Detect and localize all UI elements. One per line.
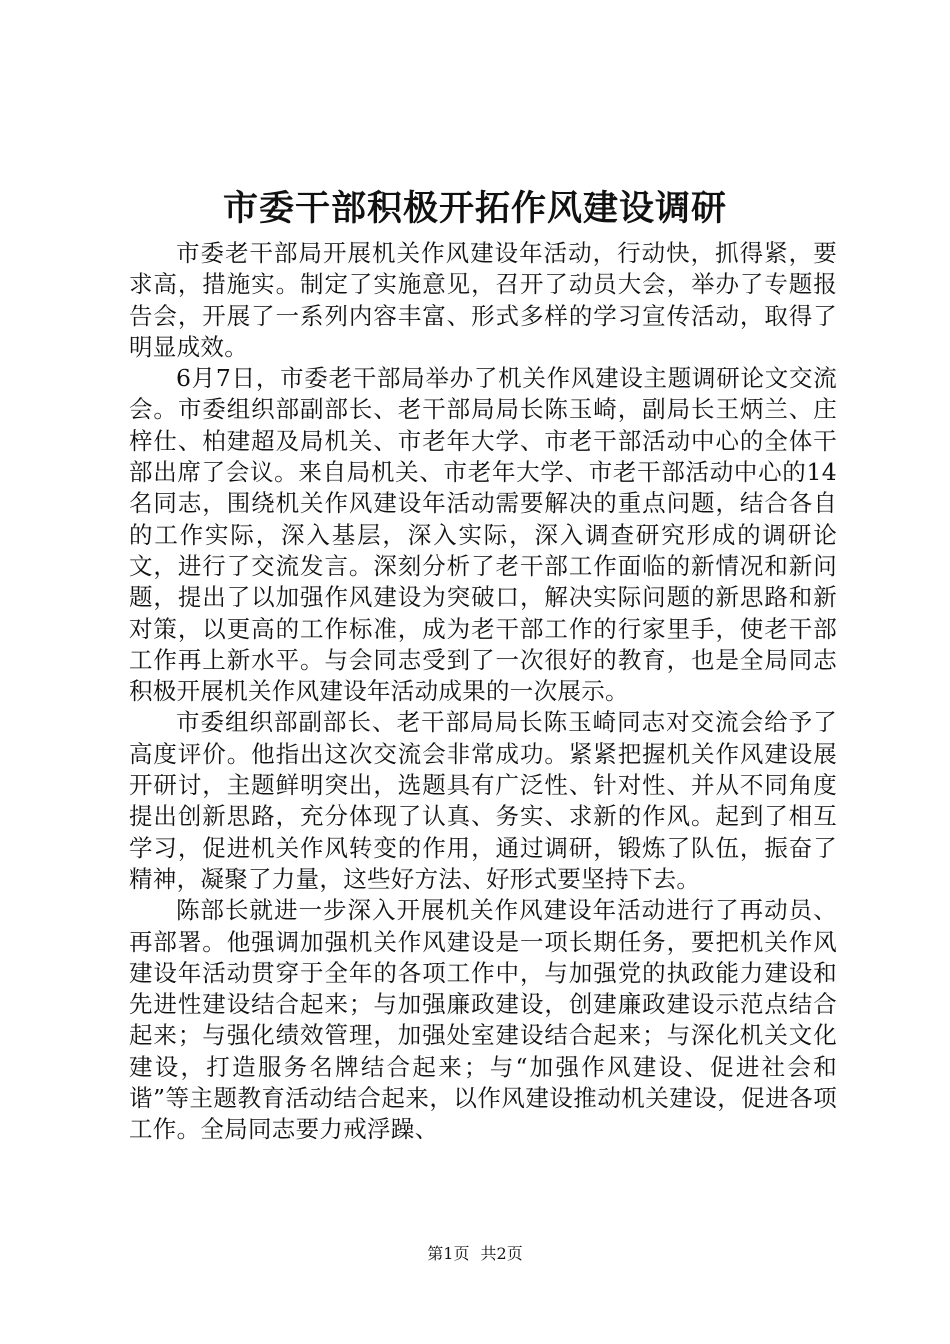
page-footer	[0, 1243, 950, 1265]
paragraph-3: 市委组织部副部长、老干部局局长陈玉崎同志对交流会给予了高度评价。他指出这次交流会非常成功。紧紧把握机关作风建设展开研讨，主题鲜明突出，选题具有广泛性、针对性、并从不同角度提出创新思路，充分体现了认真、务实、求新的作风。起到了相互学习，促进机关作风转变的作用，通过调研，锻炼了队伍，振奋了精神，凝聚了力量，这些好方法、好形式要坚持下去。	[129, 708, 837, 893]
paragraph-4: 陈部长就进一步深入开展机关作风建设年活动进行了再动员、再部署。他强调加强机关作风建设是一项长期任务，要把机关作风建设年活动贯穿于全年的各项工作中，与加强党的执政能力建设和先进性建设结合起来；与加强廉政建设，创建廉政建设示范点结合起来；与强化绩效管理，加强处室建设结合起来；与深化机关文化建设，打造服务名牌结合起来；与“加强作风建设、促进社会和谐”等主题教育活动结合起来，以作风建设推动机关建设，促进各项工作。全局同志要力戒浮躁、	[129, 896, 837, 1144]
document-body	[129, 238, 837, 1146]
paragraph-1: 市委老干部局开展机关作风建设年活动，行动快，抓得紧，要求高，措施实。制定了实施意见，召开了动员大会，举办了专题报告会，开展了一系列内容丰富、形式多样的学习宣传活动，取得了明显成效。	[129, 239, 837, 361]
document-title: 市委干部积极开拓作风建设调研	[222, 188, 727, 229]
paragraph-2: 6月7日，市委老干部局举办了机关作风建设主题调研论文交流会。市委组织部副部长、老干部局局长陈玉崎，副局长王炳兰、庄梓仕、柏建超及局机关、市老年大学、市老干部活动中心的全体干部出席了会议。来自局机关、市老年大学、市老干部活动中心的14名同志，围绕机关作风建设年活动需要解决的重点问题，结合各自的工作实际，深入基层，深入实际，深入调查研究形成的调研论文，进行了交流发言。深刻分析了老干部工作面临的新情况和新问题，提出了以加强作风建设为突破口，解决实际问题的新思路和新对策，以更高的工作标准，成为老干部工作的行家里手，使老干部工作再上新水平。与会同志受到了一次很好的教育，也是全局同志积极开展机关作风建设年活动成果的一次展示。	[129, 364, 837, 706]
page-total: 共2页	[480, 1244, 523, 1263]
page-number: 第1页	[427, 1244, 470, 1263]
